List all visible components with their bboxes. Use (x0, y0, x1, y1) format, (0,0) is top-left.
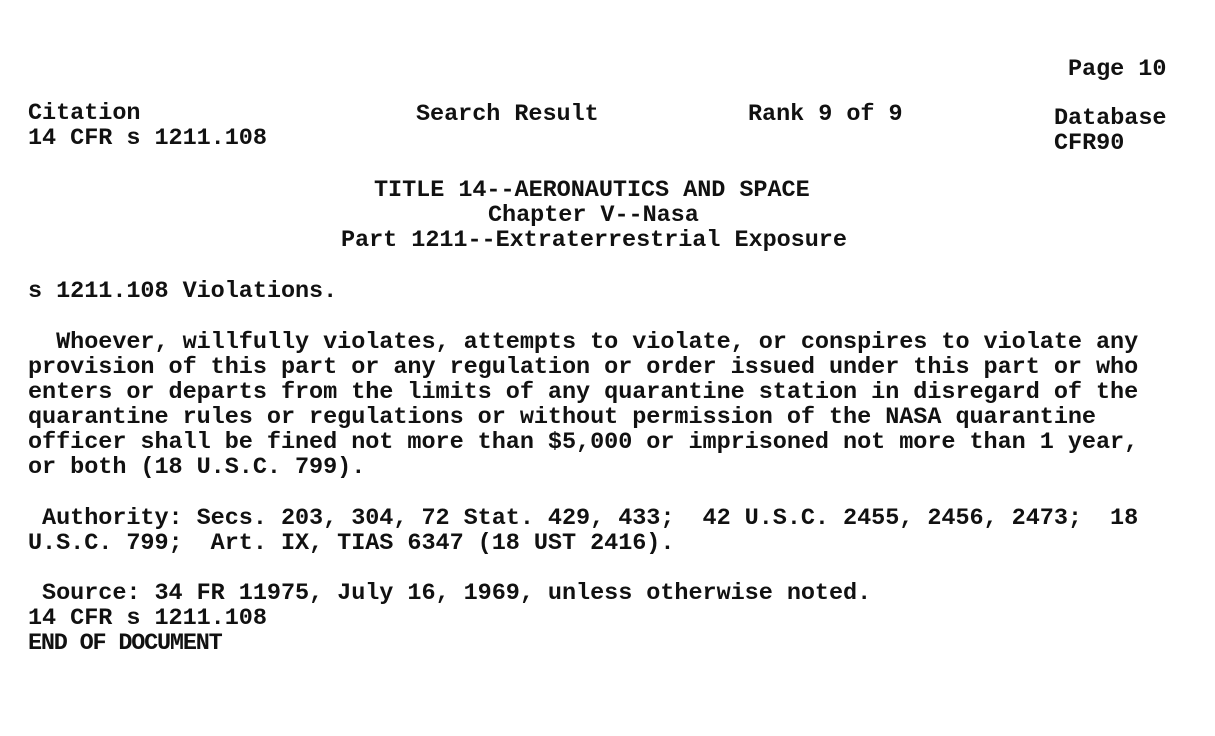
citation-value: 14 CFR s 1211.108 (28, 125, 267, 152)
search-result-label: Search Result (416, 101, 599, 128)
source-line: Source: 34 FR 11975, July 16, 1969, unless otherwise noted. (28, 580, 872, 607)
database-value: CFR90 (1054, 130, 1125, 157)
page-number: Page 10 (1068, 56, 1167, 83)
chapter-heading: Chapter V--Nasa (488, 202, 699, 229)
citation-label: Citation (28, 100, 141, 127)
body-line: officer shall be fined not more than $5,000 or imprisoned not more than 1 year, (28, 429, 1139, 456)
body-line: Whoever, willfully violates, attempts to violate, or conspires to violate any (28, 329, 1139, 356)
footer-citation: 14 CFR s 1211.108 (28, 605, 267, 632)
part-heading: Part 1211--Extraterrestrial Exposure (341, 227, 847, 254)
authority-line: U.S.C. 799; Art. IX, TIAS 6347 (18 UST 2416). (28, 530, 675, 557)
body-line: or both (18 U.S.C. 799). (28, 454, 366, 481)
authority-line: Authority: Secs. 203, 304, 72 Stat. 429, 433; 42 U.S.C. 2455, 2456, 2473; 18 (28, 505, 1139, 532)
database-label: Database (1054, 105, 1167, 132)
title-heading: TITLE 14--AERONAUTICS AND SPACE (374, 177, 810, 204)
section-title: s 1211.108 Violations. (28, 278, 338, 305)
body-line: enters or departs from the limits of any quarantine station in disregard of the (28, 379, 1139, 406)
body-line: provision of this part or any regulation or order issued under this part or who (28, 354, 1139, 381)
body-line: quarantine rules or regulations or without permission of the NASA quarantine (28, 404, 1096, 431)
rank-label: Rank 9 of 9 (748, 101, 903, 128)
end-of-document: END OF DOCUMENT (28, 630, 222, 657)
